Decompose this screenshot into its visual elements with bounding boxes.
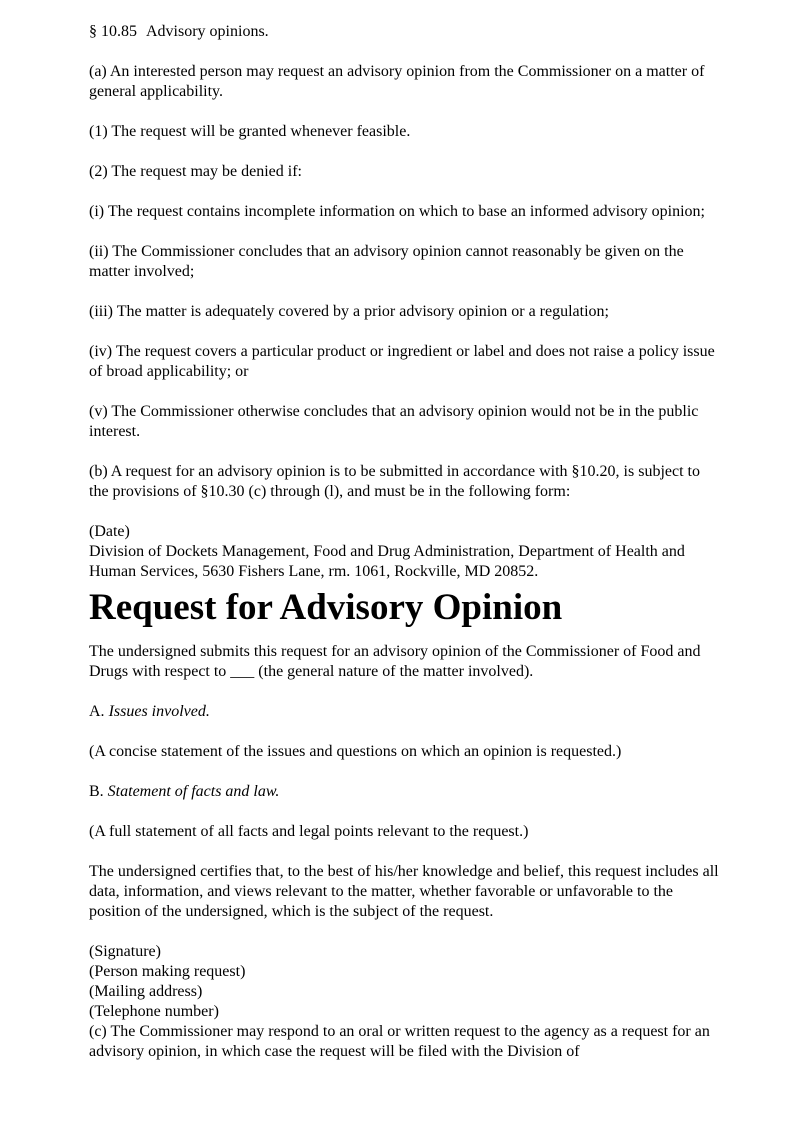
form-signature: (Signature) xyxy=(89,943,161,960)
section-number: 10.85 xyxy=(101,23,137,40)
form-address: Division of Dockets Management, Food and Drug Administration, Department of Health and Human Services, 5630 Fishers Lane, rm. 1061, Rockville, MD 20852. xyxy=(89,543,685,580)
paragraph-a: (a) An interested person may request an advisory opinion from the Commissioner on a matter of general applicability. xyxy=(89,63,705,100)
form-certification: The undersigned certifies that, to the best of his/her knowledge and belief, this request includes all data, information, and views relevant to the matter, whether favorable or unfavorable to the position of the undersigned, which is the subject of the request. xyxy=(89,863,719,920)
paragraph-a-2-iii: (iii) The matter is adequately covered by a prior advisory opinion or a regulation; xyxy=(89,303,609,320)
form-title: Request for Advisory Opinion xyxy=(89,587,563,628)
section-heading xyxy=(89,22,719,42)
paragraph-a-1: (1) The request will be granted whenever feasible. xyxy=(89,123,411,140)
paragraph-c: (c) The Commissioner may respond to an oral or written request to the agency as a request for an advisory opinion, in which case the request will be filed with the Division of xyxy=(89,1023,710,1060)
form-telephone: (Telephone number) xyxy=(89,1003,219,1020)
form-signature-block xyxy=(89,942,719,1022)
part-b-label: Statement of facts and law. xyxy=(107,783,280,800)
paragraph-a-2: (2) The request may be denied if: xyxy=(89,163,302,180)
paragraph-a-2-ii: (ii) The Commissioner concludes that an advisory opinion cannot reasonably be given on the matter involved; xyxy=(89,243,684,280)
paragraph-a-2-iv: (iv) The request covers a particular product or ingredient or label and does not raise a policy issue of broad applicability; or xyxy=(89,343,715,380)
paragraph-a-2-v: (v) The Commissioner otherwise concludes that an advisory opinion would not be in the public interest. xyxy=(89,403,699,440)
form-mailing-address: (Mailing address) xyxy=(89,983,203,1000)
form-part-a-description: (A concise statement of the issues and questions on which an opinion is requested.) xyxy=(89,743,622,760)
form-intro: The undersigned submits this request for an advisory opinion of the Commissioner of Food and Drugs with respect to ___ (the general nature of the matter involved). xyxy=(89,643,701,680)
paragraph-a-2-i: (i) The request contains incomplete information on which to base an informed advisory opinion; xyxy=(89,203,705,220)
section-symbol: § xyxy=(89,23,97,40)
form-part-b-description: (A full statement of all facts and legal points relevant to the request.) xyxy=(89,823,529,840)
form-date: (Date) xyxy=(89,523,130,540)
form-person: (Person making request) xyxy=(89,963,246,980)
part-a-label: Issues involved. xyxy=(108,703,210,720)
form-part-a-heading xyxy=(89,702,719,722)
part-b-prefix: B. xyxy=(89,783,104,800)
paragraph-b: (b) A request for an advisory opinion is to be submitted in accordance with §10.20, is subject to the provisions of §10.30 (c) through (l), and must be in the following form: xyxy=(89,463,700,500)
section-title: Advisory opinions. xyxy=(146,23,269,40)
part-a-prefix: A. xyxy=(89,703,105,720)
document-page xyxy=(89,22,719,1062)
form-part-b-heading xyxy=(89,782,719,802)
form-header xyxy=(89,522,719,582)
